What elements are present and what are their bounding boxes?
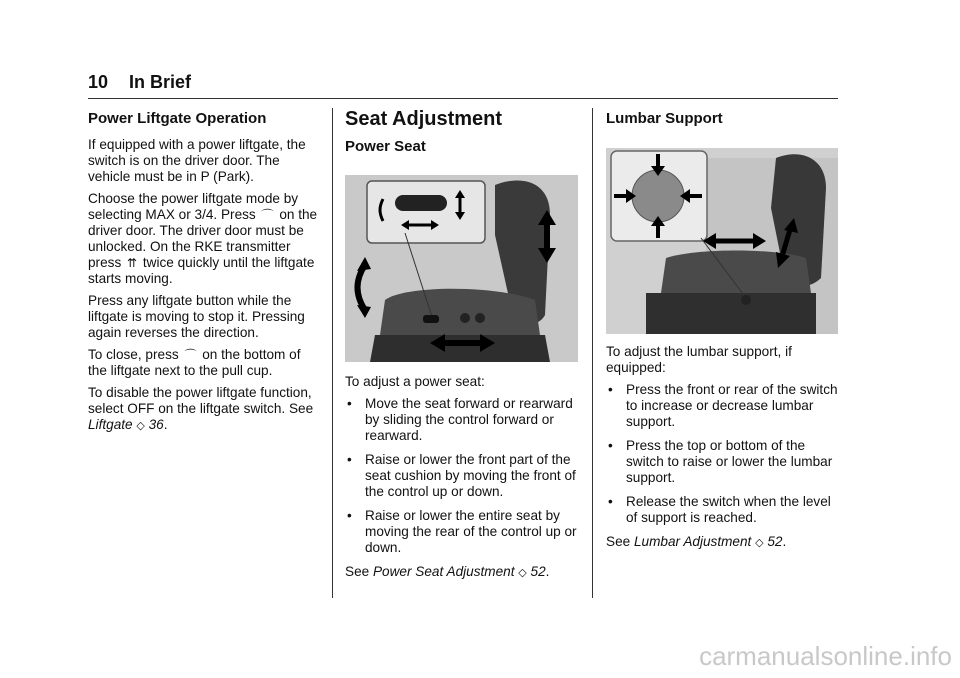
liftgate-link[interactable]: Liftgate: [88, 417, 133, 432]
list-item: • Raise or lower the front part of the seat cushion by moving the front of the control up or down.: [347, 452, 576, 499]
list-item: • Release the switch when the level of support is reached.: [608, 494, 831, 525]
lumbar-drawing: [606, 148, 838, 334]
liftgate-p1: If equipped with a power liftgate, the switch is on the driver door. The vehicle must be in P (Park).: [88, 137, 306, 184]
column-liftgate: [88, 111, 322, 440]
lumbar-heading: Lumbar Support: [606, 110, 723, 127]
lumbar-adjustment-link[interactable]: Lumbar Adjustment: [633, 534, 752, 549]
power-seat-intro: To adjust a power seat:: [345, 374, 485, 389]
header-rule: [88, 98, 838, 99]
lumbar-intro: To adjust the lumbar support, if equipped:: [606, 344, 792, 375]
liftgate-heading: Power Liftgate Operation: [88, 110, 267, 127]
liftgate-p3: Press any liftgate button while the liftgate is moving to stop it. Pressing again reverses the direction.: [88, 293, 305, 340]
power-seat-see: See Power Seat Adjustment ◇ 52.: [345, 564, 550, 579]
liftgate-p4: To close, press ⌒ on the bottom of the liftgate next to the pull cup.: [88, 347, 301, 378]
power-seat-subheading: Power Seat: [345, 138, 426, 155]
column-seat: [345, 108, 579, 165]
page-number: 10: [88, 72, 109, 92]
liftgate-icon: ⌒: [261, 208, 274, 222]
list-item: • Press the front or rear of the switch to increase or decrease lumbar support.: [608, 382, 838, 429]
list-item: • Press the top or bottom of the switch to raise or lower the lumbar support.: [608, 438, 833, 485]
liftgate-p2: Choose the power liftgate mode by selecting MAX or 3/4. Press ⌒ on the driver door. The driver door must be unlocked. On the RKE transmitter press ⇈ twice quickly until the liftgate starts moving.: [88, 191, 318, 286]
lumbar-text: [606, 344, 838, 557]
power-seat-text: [345, 374, 579, 587]
lumbar-see: See Lumbar Adjustment ◇ 52.: [606, 534, 787, 549]
watermark: carmanualsonline.info: [699, 641, 952, 671]
rke-liftgate-icon: ⇈: [127, 256, 138, 270]
liftgate-p5: To disable the power liftgate function, select OFF on the liftgate switch. See Liftgate ◇ 36.: [88, 385, 314, 432]
section-title: In Brief: [129, 72, 192, 92]
page-ref-icon: ◇: [518, 567, 527, 579]
power-seat-drawing: [345, 175, 578, 362]
page-ref-icon: ◇: [755, 537, 764, 549]
column-divider-2: [592, 108, 593, 598]
column-lumbar: [606, 111, 838, 137]
column-divider-1: [332, 108, 333, 598]
page-header: [88, 72, 191, 93]
seat-adjustment-heading: Seat Adjustment: [345, 108, 503, 130]
page-ref-icon: ◇: [136, 420, 145, 432]
liftgate-close-icon: ⌒: [184, 348, 197, 362]
list-item: • Raise or lower the entire seat by moving the rear of the control up or down.: [347, 508, 577, 555]
list-item: • Move the seat forward or rearward by sliding the control forward or rearward.: [347, 396, 573, 443]
power-seat-adjustment-link[interactable]: Power Seat Adjustment: [372, 564, 515, 579]
power-seat-illustration: [345, 175, 578, 362]
lumbar-illustration: [606, 148, 838, 334]
